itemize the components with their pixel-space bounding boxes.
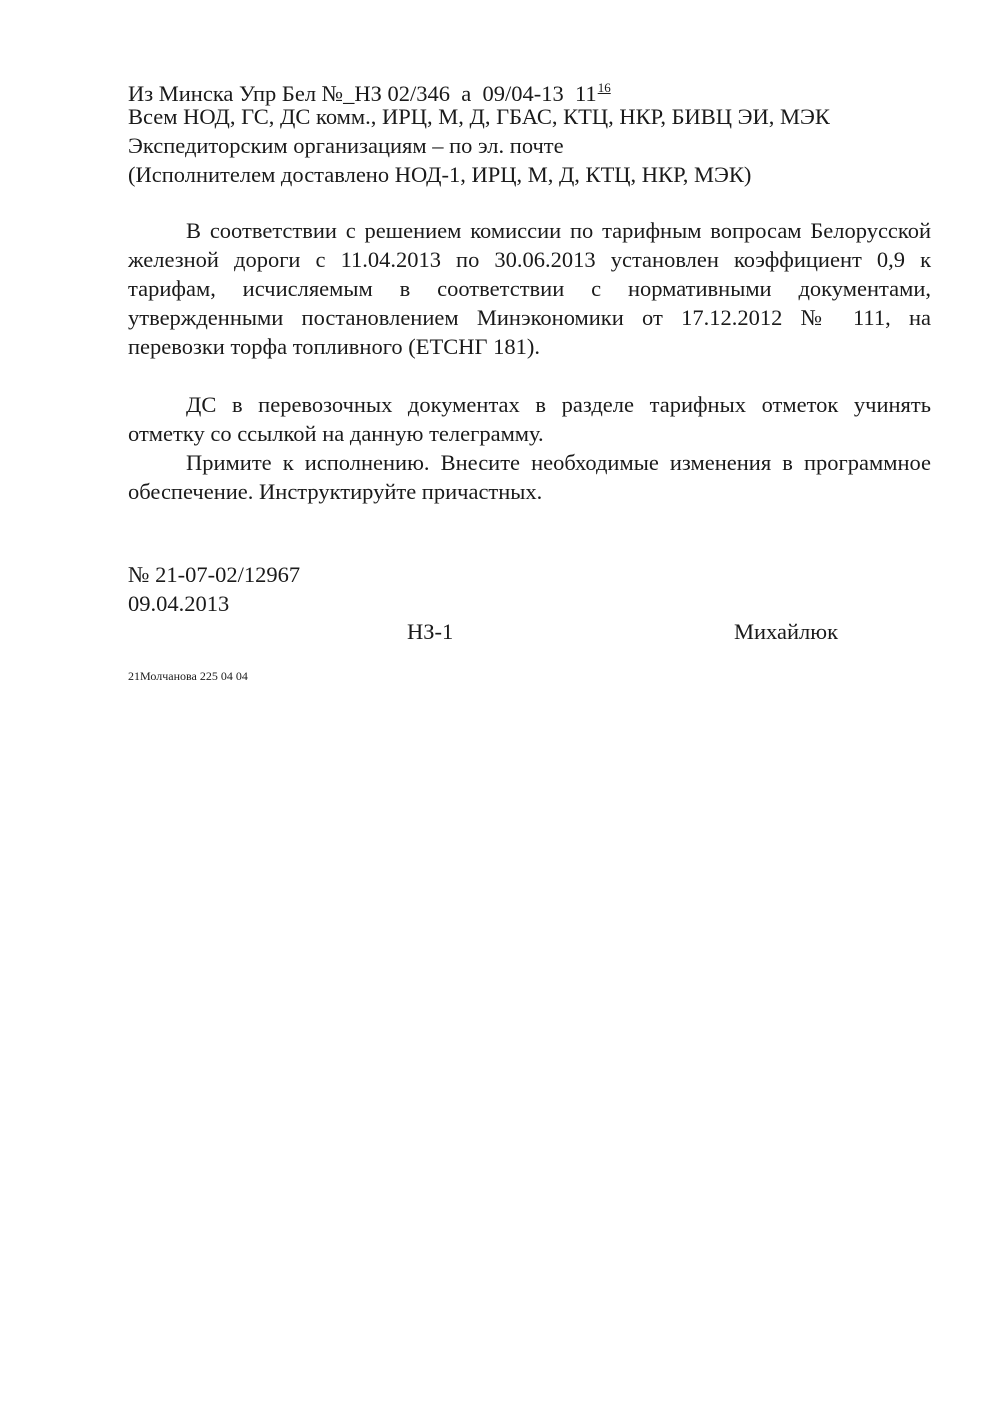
time-minutes-superscript: 16 xyxy=(597,80,611,95)
paragraph-decision xyxy=(128,216,931,361)
signatory-name: Михайлюк xyxy=(734,619,838,644)
header-line-recipients: Всем НОД, ГС, ДС комм., ИРЦ, М, Д, ГБАС, КТЦ, НКР, БИВЦ ЭИ, МЭК xyxy=(128,104,830,129)
header-line-forwarders: Экспедиторским организациям – по эл. почте xyxy=(128,133,564,158)
paragraph-instructions-text: ДС в перевозочных документах в разделе тарифных отметок учинять отметку со ссылкой на данную телеграмму. xyxy=(128,392,931,446)
sender-text: Из Минска Упр Бел №_НЗ 02/346 а 09/04-13 11 xyxy=(128,81,597,106)
paragraph-decision-text: В соответствии с решением комиссии по тарифным вопросам Белорусской железной дороги с 11.04.2013 по 30.06.2013 установлен коэффициент 0,9 к тарифам, исчисляемым в соответствии с нормативными документами, утвержденными постановлением Минэкономики от 17.12.2012 № 111, на перевозки торфа топливного (ЕТСНГ 181). xyxy=(128,218,931,359)
document-date: 09.04.2013 xyxy=(128,591,230,616)
header-line-delivered: (Исполнителем доставлено НОД-1, ИРЦ, М, Д, КТЦ, НКР, МЭК) xyxy=(128,162,752,187)
paragraph-execution xyxy=(128,448,931,506)
executor-contact: 21Молчанова 225 04 04 xyxy=(128,669,248,683)
department-code: НЗ-1 xyxy=(407,619,454,644)
paragraph-execution-text: Примите к исполнению. Внесите необходимые изменения в программное обеспечение. Инструктируйте причастных. xyxy=(128,450,931,504)
paragraph-instructions xyxy=(128,390,931,448)
document-number: № 21-07-02/12967 xyxy=(128,562,301,587)
